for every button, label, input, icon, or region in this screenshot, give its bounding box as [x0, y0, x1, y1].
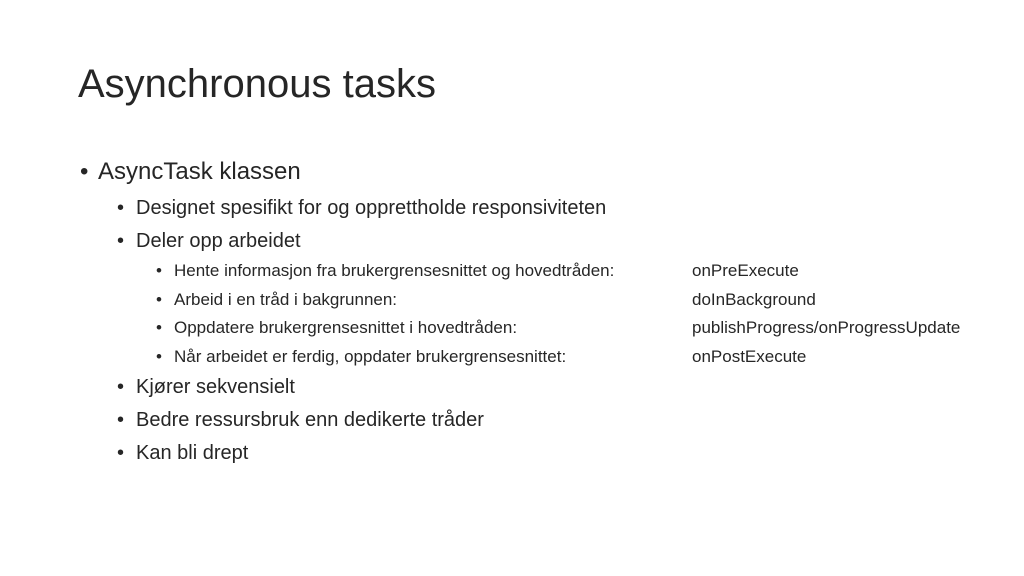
step-description: Hente informasjon fra brukergrensesnittet og hovedtråden:: [174, 261, 615, 280]
bullet-icon: •: [117, 409, 125, 431]
bullet-item-level2: [117, 440, 248, 466]
bullet-item-level2: [117, 195, 606, 221]
bullet-item-level3: [156, 346, 806, 368]
bullet-icon: •: [80, 158, 89, 185]
step-description: Oppdatere brukergrensesnittet i hovedtråden:: [174, 318, 518, 337]
bullet-text: AsyncTask klassen: [98, 158, 301, 185]
bullet-text: Kan bli drept: [136, 442, 249, 464]
bullet-text: Designet spesifikt for og opprettholde responsiviteten: [136, 197, 607, 219]
slide-title: Asynchronous tasks: [78, 62, 436, 106]
method-name: onPreExecute: [692, 261, 799, 280]
bullet-item-level1: [80, 157, 301, 187]
bullet-item-level3: [156, 289, 816, 311]
bullet-icon: •: [156, 318, 162, 337]
bullet-item-level3: [156, 260, 799, 282]
bullet-icon: •: [117, 442, 125, 464]
bullet-item-level2: [117, 374, 295, 400]
bullet-item-level2: [117, 407, 484, 433]
bullet-icon: •: [156, 261, 162, 280]
bullet-icon: •: [117, 230, 125, 252]
bullet-icon: •: [117, 376, 125, 398]
bullet-text: Kjører sekvensielt: [136, 376, 295, 398]
method-name: publishProgress/onProgressUpdate: [692, 318, 961, 337]
bullet-icon: •: [156, 290, 162, 309]
step-description: Arbeid i en tråd i bakgrunnen:: [174, 290, 398, 309]
bullet-icon: •: [117, 197, 125, 219]
method-name: onPostExecute: [692, 347, 807, 366]
bullet-item-level2: [117, 228, 301, 254]
bullet-text: Deler opp arbeidet: [136, 230, 301, 252]
step-description: Når arbeidet er ferdig, oppdater brukergrensesnittet:: [174, 347, 567, 366]
bullet-text: Bedre ressursbruk enn dedikerte tråder: [136, 409, 484, 431]
method-name: doInBackground: [692, 290, 816, 309]
bullet-icon: •: [156, 347, 162, 366]
bullet-item-level3: [156, 317, 960, 339]
